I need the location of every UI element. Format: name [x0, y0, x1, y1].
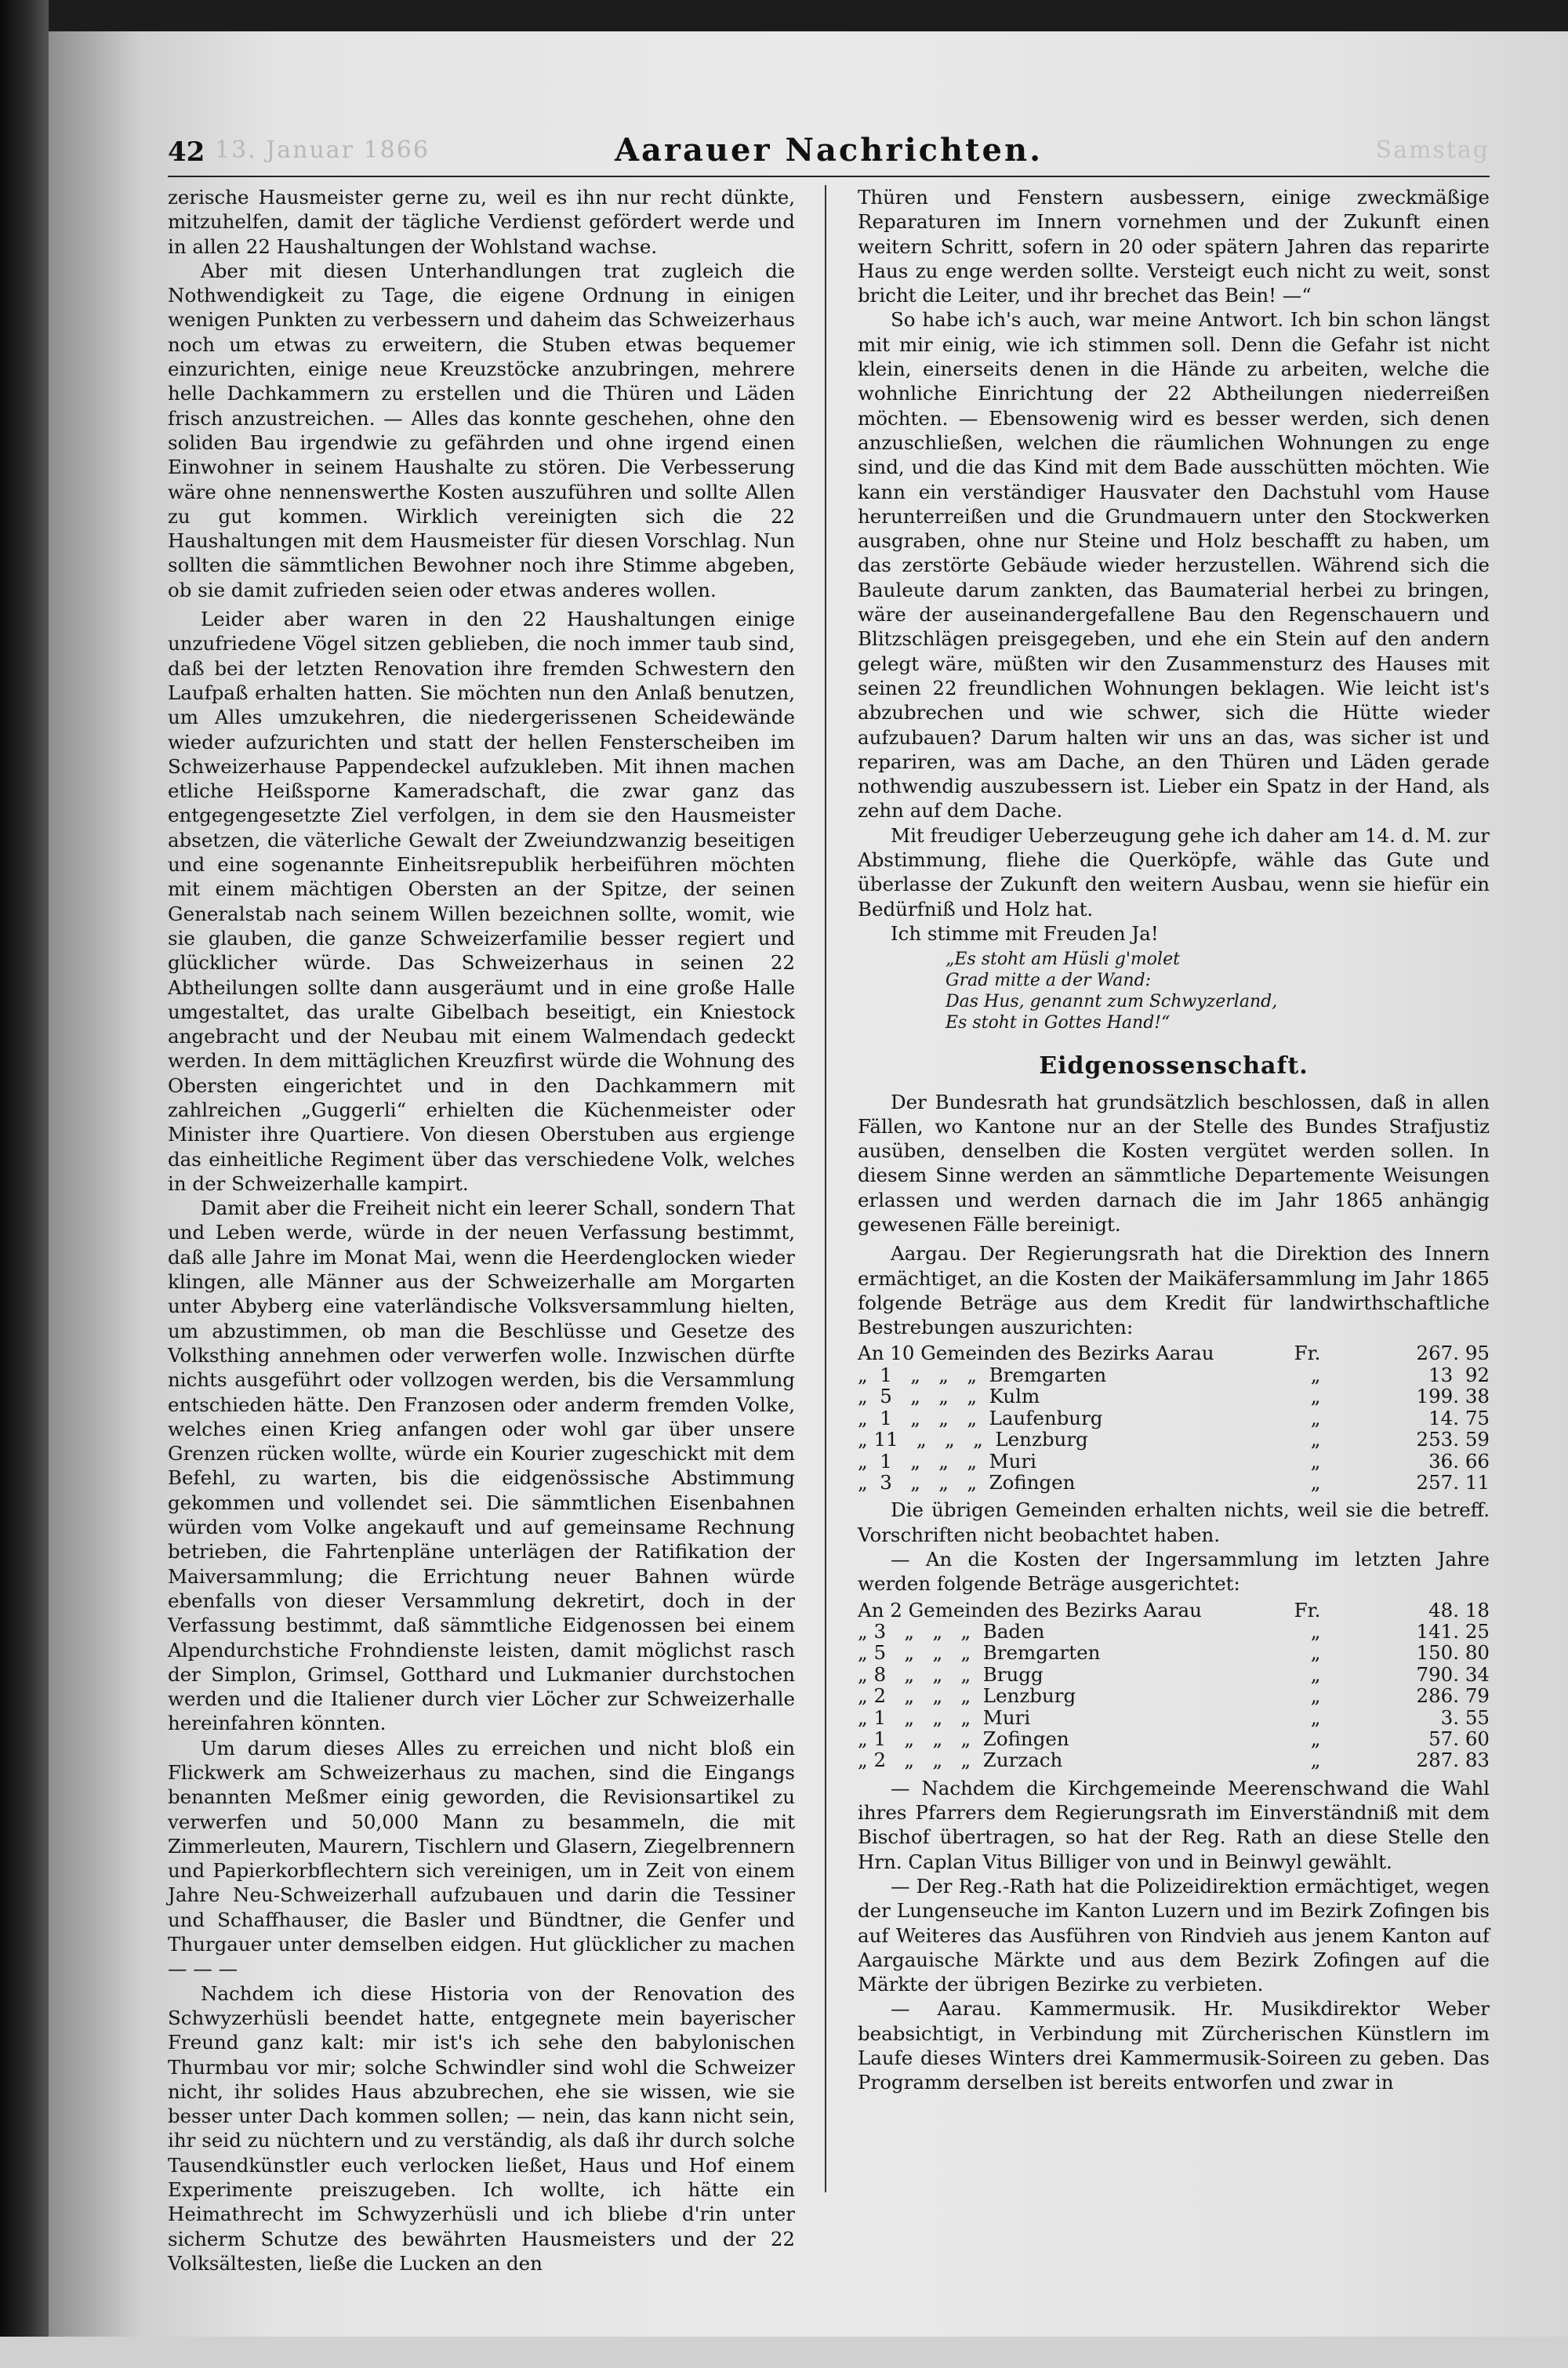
amount-value: 13 92 [1428, 1363, 1490, 1386]
article-paragraph: Leider aber waren in den 22 Haushaltungen einige unzufriedene Vögel sitzen geblieben, die noch immer taub sind, daß bei der letzten Renovation ihre fremden Schwestern den Laufpaß erhalten hatten. Sie möchten nun den Anlaß benutzen, um Alles umzukehren, die niedergerissenen Scheidewände wieder aufzurichten und statt der hellen Fensterscheiben im Schweizerhause Pappendeckel aufzukleben. Mit ihnen machen etliche Heißsporne Kameradschaft, die zwar ganz das entgegengesetzte Ziel verfolgen, in dem sie den Hausmeister absetzen, die väterliche Gewalt der Zweiundzwanzig beseitigen und eine sogenannte Einheitsrepublik herbeiführen möchten mit einem mächtigen Obersten an der Spitze, der seinen Generalstab nach seinem Willen bezeichnen sollte, womit, wie sie glauben, die ganze Schweizerfamilie besser regiert und glücklicher würde. Das Schweizerhaus in seinen 22 Abtheilungen sollte dann ausgeräumt und in eine große Halle umgestaltet, das uralte Gibelbach beseitigt, ein Kniestock angebracht und der Neubau mit einem Walmendach gedeckt werden. In dem mittäglichen Kreuzfirst würde die Wohnung des Obersten eingerichtet und in den Dachkammern mit zahlreichen „Guggerli“ erhielten die Küchenmeister oder Minister ihre Quartiere. Von diesen Oberstuben aus ergienge das einheitliche Regiment über das verschiedene Volk, welches in der Schweizerhalle kampirt. [168, 608, 795, 1195]
amount-row [858, 1386, 1490, 1407]
verse-line: Das Hus, genannt zum Schwyzerland, [946, 992, 1278, 1012]
amount-description: „ 2 „ „ „ Lenzburg [858, 1684, 1076, 1708]
amount-description: „ 1 „ „ „ Bremgarten [858, 1363, 1107, 1386]
amount-row [858, 1642, 1490, 1663]
amount-row [858, 1451, 1490, 1472]
currency-mark: „ [1310, 1662, 1321, 1686]
currency-mark: „ [1310, 1363, 1321, 1386]
amount-description: „ 11 „ „ „ Lenzburg [858, 1428, 1088, 1451]
amount-value: 286. 79 [1416, 1684, 1490, 1708]
amount-row [858, 1749, 1490, 1771]
amount-row [858, 1342, 1490, 1364]
page-number: 42 [168, 136, 205, 168]
currency-mark: „ [1310, 1428, 1321, 1451]
amount-row [858, 1429, 1490, 1450]
currency-mark: „ [1310, 1705, 1321, 1729]
bleed-through-date: 13. Januar 1866 [215, 136, 430, 164]
amount-description: „ 2 „ „ „ Zurzach [858, 1749, 1063, 1772]
amount-description: „ 8 „ „ „ Brugg [858, 1662, 1044, 1686]
inger-amounts [858, 1600, 1490, 1771]
bleed-through-day: Samstag [1375, 136, 1490, 164]
article-paragraph: Thüren und Fenstern ausbessern, einige zweckmäßige Reparaturen im Innern vornehmen und der Zukunft einen weitern Schritt, sofern in 20 oder spätern Jahren das reparirte Haus zu enge werden sollte. Versteigt euch nicht zu weit, sonst bricht die Leiter, und ihr brechet das Bein! —“ [858, 186, 1490, 307]
amount-description: „ 3 „ „ „ Zofingen [858, 1470, 1076, 1494]
amount-row [858, 1407, 1490, 1429]
currency-mark: Fr. [1294, 1598, 1321, 1622]
amount-row [858, 1707, 1490, 1728]
article-paragraph: — Aarau. Kammermusik. Hr. Musikdirektor Weber beabsichtigt, in Verbindung mit Zürcherischen Künstlern im Laufe dieses Winters drei Kammermusik-Soireen zu geben. Das Programm derselben ist bereits entworfen und zwar in [858, 1997, 1490, 2094]
amount-row [858, 1600, 1490, 1621]
amount-value: 150. 80 [1416, 1641, 1490, 1665]
amount-row [858, 1728, 1490, 1749]
amount-description: „ 1 „ „ „ Zofingen [858, 1727, 1069, 1750]
article-paragraph: Um darum dieses Alles zu erreichen und nicht bloß ein Flickwerk am Schweizerhaus zu machen, sind die Eingangs benannten Meßmer einig geworden, die Revisionsartikel zu verwerfen und 50,000 Mann zu besammeln, die mit Zimmerleuten, Maurern, Tischlern und Glasern, Ziegelbrennern und Papierkorbflechtern sich vereinigen, um in Zeit von einem Jahre Neu-Schweizerhall aufzubauen und darin die Tessiner und Schaffhauser, die Basler und Bündtner, die Genfer und Thurgauer unter demselben eidgen. Hut glücklicher zu machen — — — [168, 1736, 795, 1981]
amount-row [858, 1364, 1490, 1386]
amount-row [858, 1685, 1490, 1706]
verse-line: Grad mitte a der Wand: [946, 971, 1152, 991]
currency-mark: „ [1310, 1641, 1321, 1665]
amount-value: 57. 60 [1428, 1727, 1490, 1750]
amount-value: 3. 55 [1440, 1705, 1490, 1729]
masthead-title: Aarauer Nachrichten. [614, 132, 1044, 169]
scan-edge [0, 0, 49, 2368]
closing-statement: Ich stimme mit Freuden Ja! [891, 921, 1159, 945]
amount-description: „ 3 „ „ „ Baden [858, 1619, 1045, 1643]
currency-mark: „ [1310, 1449, 1321, 1473]
amount-value: 141. 25 [1416, 1619, 1490, 1643]
currency-mark: Fr. [1294, 1342, 1321, 1365]
article-paragraph: Nachdem ich diese Historia von der Renovation des Schwyzerhüsli beendet hatte, entgegnete mein bayerischer Freund ganz kalt: mir ist's ich sehe den babylonischen Thurmbau vor mir; solche Schwindler sind wohl die Schweizer nicht, ihr solides Haus abzubrechen, ehe sie wissen, wie sie besser unter Dach kommen sollen; — nein, das kann nicht sein, ihr seid zu nüchtern und zu verständig, als daß ihr durch solche Tausendkünstler euch verlocken ließet, Haus und Hof einem Experimente preiszugeben. Ich wollte, ich hätte ein Heimathrecht im Schwyzerhüsli und ich bliebe d'rin unter sicherm Schutze des bewährten Hausmeisters und der 22 Volksältesten, ließe die Lucken an den [168, 1981, 795, 2275]
amount-value: 257. 11 [1416, 1470, 1490, 1494]
article-paragraph: Aber mit diesen Unterhandlungen trat zugleich die Nothwendigkeit zu Tage, die eigene Ordnung in einigen wenigen Punkten zu verbessern und daheim das Schweizerhaus noch um etwas zu erweitern, die Stuben etwas bequemer einzurichten, einige neue Kreuzstöcke anzubringen, mehrere helle Dachkammern zu erstellen und die Thüren und Läden frisch anzustreichen. — Alles das konnte geschehen, ohne den soliden Bau irgendwie zu gefährden und ohne irgend einen Einwohner in seinem Haushalte zu stören. Die Verbesserung wäre ohne nennenswerthe Kosten auszuführen und sollte Allen zu gut kommen. Wirklich vereinigten sich die 22 Haushaltungen mit dem Hausmeister für diesen Vorschlag. Nun sollten die sämmtlichen Bewohner noch ihre Stimme abgeben, ob sie damit zufrieden seien oder etwas anderes wollen. [168, 259, 795, 601]
currency-mark: „ [1310, 1684, 1321, 1708]
verse-block [946, 949, 1490, 1033]
article-paragraph: — An die Kosten der Ingersammlung im letzten Jahre werden folgende Beträge ausgerichtet: [858, 1547, 1490, 1596]
amount-value: 48. 18 [1428, 1598, 1490, 1622]
amount-value: 14. 75 [1428, 1406, 1490, 1429]
article-paragraph: So habe ich's auch, war meine Antwort. Ich bin schon längst mit mir einig, wie ich stimmen soll. Denn die Gefahr ist nicht klein, einerseits denen in die Hände zu arbeiten, welche die wohnliche Einrichtung der 22 Abtheilungen niederreißen möchten. — Ebensowenig wird es besser werden, sich denen anzuschließen, welchen die räumlichen Wohnungen zu enge sind, und die das Kind mit dem Bade ausschütten möchten. Wie kann ein verständiger Hausvater den Dachstuhl vom Hause herunterreißen und die Grundmauern unter den Stockwerken ausgraben, ohne nur Steine und Holz beschafft zu haben, um das zerstörte Gebäude wieder herzustellen. Während sich die Bauleute darum zankten, das Baumaterial herbei zu bringen, wäre der auseinandergefallene Bau den Regenschauern und Blitzschlägen preisgegeben, und ehe ein Stein auf den andern gelegt wäre, müßten wir den Zusammensturz des Hauses mit seinen 22 freundlichen Wohnungen beklagen. Wie leicht ist's abzubrechen und wie schwer, sich die Hütte wieder aufzubauen? Darum halten wir uns an das, was sicher ist und repariren, was am Dache, an den Thüren und Läden gerade nothwendig auszubessern ist. Lieber ein Spatz in der Hand, als zehn auf dem Dache. [858, 308, 1490, 823]
maikaefer-amounts [858, 1342, 1490, 1493]
article-paragraph: Mit freudiger Ueberzeugung gehe ich daher am 14. d. M. zur Abstimmung, fliehe die Querköpfe, wähle das Gute und überlasse der Zukunft den weitern Ausbau, wenn sie hiefür ein Bedürfniß und Holz hat. [858, 823, 1490, 921]
verse-line: „Es stoht am Hüsli g'molet [946, 950, 1180, 970]
amount-description: „ 1 „ „ „ Muri [858, 1449, 1037, 1473]
article-paragraph: Aargau. Der Regierungsrath hat die Direktion des Innern ermächtiget, an die Kosten der Maikäfersammlung im Jahr 1865 folgende Beträge aus dem Kredit für landwirthschaftliche Bestrebungen auszurichten: [858, 1242, 1490, 1339]
amount-row [858, 1472, 1490, 1493]
column-divider [825, 185, 826, 2192]
currency-mark: „ [1310, 1749, 1321, 1772]
currency-mark: „ [1310, 1406, 1321, 1429]
currency-mark: „ [1310, 1619, 1321, 1643]
amount-value: 790. 34 [1416, 1662, 1490, 1686]
amount-value: 253. 59 [1416, 1428, 1490, 1451]
left-column [168, 185, 795, 2275]
currency-mark: „ [1310, 1385, 1321, 1408]
maikaefer-table [858, 1342, 1490, 1493]
amount-row [858, 1664, 1490, 1685]
amount-value: 267. 95 [1416, 1342, 1490, 1365]
amount-description: An 10 Gemeinden des Bezirks Aarau [858, 1342, 1214, 1365]
amount-description: „ 1 „ „ „ Muri [858, 1705, 1031, 1729]
article-paragraph: Damit aber die Freiheit nicht ein leerer Schall, sondern That und Leben werde, würde in der neuen Verfassung bestimmt, daß alle Jahre im Monat Mai, wenn die Heerdenglocken wieder klingen, alle Männer aus der Schweizerhalle am Morgarten unter Abyberg eine vaterländische Volksversammlung hielten, um abzustimmen, ob man die Beschlüsse und Gesetze des Volksthing annehmen oder verwerfen wolle. Inzwischen dürfte nichts ausgeführt oder vollzogen werden, bis die Versammlung entschieden hätte. Den Franzosen oder anderm fremden Volke, welches einen Krieg anfangen oder wohl gar über unsere Grenzen rücken wollte, würde ein Kourier zugeschickt mit dem Befehl, zu warten, bis die eidgenössische Abstimmung gekommen und vollendet sei. Die sämmtlichen Eisenbahnen würden vom Volke angekauft und auf gemeinsame Rechnung betrieben, die Fahrtenpläne unterlägen der Ratifikation der Maiversammlung; die Errichtung neuer Bahnen würde ebenfalls von dieser Versammlung dekretirt, doch in der Verfassung bestimmt, daß sämmtliche Eidgenossen bei einem Alpendurchstiche Frohndienste leisten, damit möglichst rasch der Simplon, Grimsel, Gotthard und Lukmanier durchstochen werden und die Italiener durch vier Löcher zur Schweizerhalle hereinfahren könnten. [168, 1197, 795, 1735]
article-paragraph: Der Bundesrath hat grundsätzlich beschlossen, daß in allen Fällen, wo Kantone nur an der Stelle des Bundes Strafjustiz ausüben, denselben die Kosten vergütet werden sollen. In diesem Sinne werden an sämmtliche Departemente Weisungen erlassen und werden darnach die im Jahr 1865 anhängig gewesenen Fälle bereinigt. [858, 1090, 1490, 1236]
article-paragraph: — Der Reg.-Rath hat die Polizeidirektion ermächtiget, wegen der Lungenseuche im Kanton Luzern und im Bezirk Zofingen bis auf Weiteres das Ausführen von Rindvieh aus jenem Kanton auf Aargauische Märkte und aus dem Bezirk Zofingen auf die Märkte der übrigen Bezirke zu verbieten. [858, 1874, 1490, 1996]
article-paragraph: — Nachdem die Kirchgemeinde Meerenschwand die Wahl ihres Pfarrers dem Regierungsrath im Einverständniß mit dem Bischof übertragen, so hat der Reg. Rath an diese Stelle den Hrn. Caplan Vitus Billiger von und in Beinwyl gewählt. [858, 1776, 1490, 1873]
currency-mark: „ [1310, 1470, 1321, 1494]
amount-row [858, 1621, 1490, 1642]
page-header [168, 132, 1490, 177]
amount-description: An 2 Gemeinden des Bezirks Aarau [858, 1598, 1202, 1622]
amount-value: 199. 38 [1416, 1385, 1490, 1408]
verse-line: Es stoht in Gottes Hand!“ [946, 1013, 1171, 1033]
scan-bottom-margin [0, 2337, 1568, 2368]
amount-value: 36. 66 [1428, 1449, 1490, 1473]
section-heading: Eidgenossenschaft. [1039, 1052, 1308, 1080]
article-paragraph: zerische Hausmeister gerne zu, weil es ihn nur recht dünkte, mitzuhelfen, damit der tägliche Verdienst gefördert werde und in allen 22 Haushaltungen der Wohlstand wachse. [168, 186, 795, 258]
amount-value: 287. 83 [1416, 1749, 1490, 1772]
amount-description: „ 1 „ „ „ Laufenburg [858, 1406, 1103, 1429]
currency-mark: „ [1310, 1727, 1321, 1750]
amount-description: „ 5 „ „ „ Bremgarten [858, 1641, 1101, 1665]
article-paragraph: Die übrigen Gemeinden erhalten nichts, weil sie die betreff. Vorschriften nicht beobachtet haben. [858, 1498, 1490, 1546]
inger-table [858, 1600, 1490, 1771]
right-column [858, 185, 1490, 2095]
amount-description: „ 5 „ „ „ Kulm [858, 1385, 1040, 1408]
